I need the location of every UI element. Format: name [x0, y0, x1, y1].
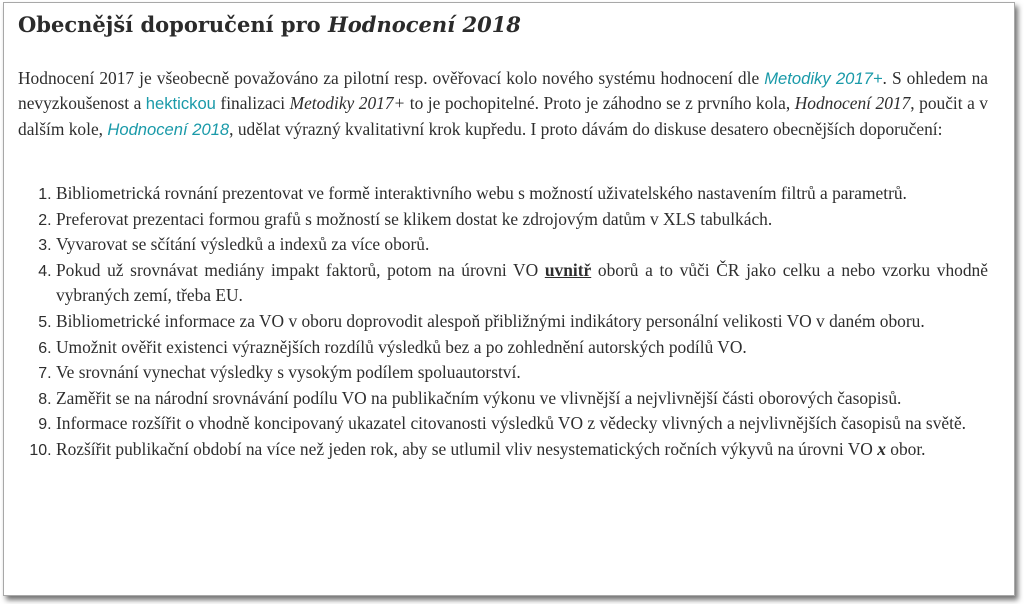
list-item-text: Informace rozšířit o vhodně koncipovaný ukazatel citovanosti výsledků VO z vědecky vlivných a nejvlivnějších časopisů na světě.: [56, 413, 967, 434]
intro-text-5: , poučit a v dalším kole,: [18, 93, 988, 139]
list-item-text: oborů a to vůči ČR jako celku a nebo vzorku vhodně vybraných zemí, třeba EU.: [56, 259, 988, 306]
list-item-text: Pokud už srovnávat mediány impakt faktorů, potom na úrovni VO: [56, 259, 545, 280]
list-item: [56, 232, 988, 258]
intro-paragraph: [18, 66, 988, 142]
emphasis-x: x: [877, 438, 886, 459]
list-item: [56, 411, 988, 437]
intro-text-2: . S ohledem na nevyzkoušenost a: [18, 68, 988, 114]
list-item-text: Vyvarovat se sčítání výsledků a indexů za více oborů.: [56, 234, 430, 255]
list-item: [56, 437, 988, 463]
list-item: [56, 207, 988, 233]
heading-emphasis: Hodnocení 2018: [327, 12, 521, 37]
list-item: [56, 335, 988, 361]
list-item-text: Bibliometrická rovnání prezentovat ve formě interaktivního webu s možností uživatelského nastavením filtrů a parametrů.: [56, 183, 907, 203]
emphasis-uvnitr: uvnitř: [544, 259, 592, 280]
intro-italic-hodnoceni-2017: Hodnocení 2017: [794, 93, 911, 114]
list-item-text: Ve srovnání vynechat výsledky s vysokým podílem spoluautorství.: [56, 362, 521, 383]
intro-text-4: to je pochopitelné. Proto je záhodno se z prvního kola,: [405, 93, 795, 114]
section-heading: [18, 12, 521, 37]
list-item-text: Rozšířit publikační období na více než jeden rok, aby se utlumil vliv nesystematických ročních výkyvů na úrovni VO: [56, 438, 878, 459]
list-item-text: Umožnit ověřit existenci výraznějších rozdílů výsledků bez a po zohlednění autorských podílů VO.: [56, 336, 747, 357]
heading-prefix: Obecnější doporučení pro: [18, 12, 328, 37]
list-item-text: obor.: [885, 438, 926, 459]
list-item: [56, 360, 988, 386]
list-item: [56, 309, 988, 335]
list-item: [56, 386, 988, 412]
link-metodiky-2017[interactable]: Metodiky 2017+: [764, 69, 883, 88]
intro-text-6: , udělat výrazný kvalitativní krok kupředu. I proto dávám do diskuse desatero obecnějších doporučení:: [229, 118, 943, 139]
intro-text-3: finalizaci: [215, 93, 290, 114]
list-item-text: Zaměřit se na národní srovnávání podílu VO na publikačním výkonu ve vlivnější a nejvlivnější části oborových časopisů.: [56, 387, 902, 408]
intro-text-1: Hodnocení 2017 je všeobecně považováno za pilotní resp. ověřovací kolo nového systému hodnocení dle: [18, 68, 765, 88]
link-hodnoceni-2018[interactable]: Hodnocení 2018: [107, 119, 230, 139]
document-frame: [3, 2, 1015, 596]
intro-italic-metodiky: Metodiky 2017+: [289, 93, 406, 114]
list-item-text: Preferovat prezentaci formou grafů s možností se klikem dostat ke zdrojovým datům v XLS tabulkách.: [56, 208, 773, 229]
recommendations-list: [18, 181, 988, 463]
list-item: [56, 181, 988, 207]
list-item: [56, 258, 988, 309]
link-hektickou[interactable]: hektickou: [145, 94, 216, 114]
list-item-text: Bibliometrické informace za VO v oboru doprovodit alespoň přibližnými indikátory personální velikosti VO v daném oboru.: [56, 310, 925, 331]
